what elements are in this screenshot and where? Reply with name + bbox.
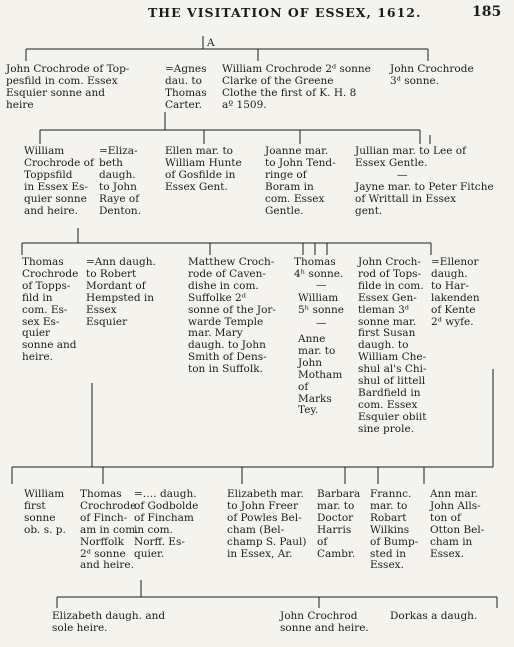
person-ann-allston: Ann mar. John Alls- ton of Otton Bel- cham in Essex. [430, 488, 485, 560]
person-elizabeth-freer: Elizabeth mar. to John Freer of Powles Bel- cham (Bel- champ S. Paul) in Essex, Ar. [227, 488, 307, 560]
person-thomas-4th: Thomas 4ʰ sonne. [294, 256, 344, 280]
spouse-elizabeth-raye: =Eliza- beth daugh. to John Raye of Denton. [99, 145, 142, 217]
person-ellen: Ellen mar. to William Hunte of Gosfilde in Essex Gent. [165, 145, 242, 193]
page-number: 185 [472, 4, 502, 20]
divider-dash: — [316, 279, 327, 291]
running-title: THE VISITATION OF ESSEX, 1612. [148, 5, 422, 20]
person-william-5th: William 5ʰ sonne [298, 292, 345, 316]
person-william-first: William first sonne ob. s. p. [24, 488, 66, 536]
person-john-crochrode-toppesfild: John Crochrode of Top- pesfild in com. Essex Esquier sonne and heire [6, 63, 130, 111]
tree-marker: A [207, 37, 215, 49]
person-william-crochrode-toppsfild: William Crochrode of Toppsfild in Essex Es- quier sonne and heire. [24, 145, 94, 217]
person-matthew-crochrode: Matthew Croch- rode of Caven- dishe in com. Suffolke 2ᵈ sonne of the Jor- warde Temple mar. Mary daugh. to John Smith of Dens- ton in Suffolk. [188, 256, 276, 376]
person-john-crochrod-3rd: John Croch- rod of Tops- filde in com. Essex Gen- tleman 3ᵈ sonne mar. first Susan daugh. to William Che- shul al's Chi- shul of littell Bardfield in com. Essex Esquier obiit sine prole. [358, 256, 427, 435]
person-william-crochrode-2nd: William Crochrode 2ᵈ sonne Clarke of the Greene Clothe the first of K. H. 8 aº 1509. [222, 63, 371, 111]
spouse-godbolde-daughter: =…. daugh. of Godbolde of Fincham in com. Norff. Es- quier. [134, 488, 199, 560]
person-elizabeth-heir: Elizabeth daugh. and sole heire. [52, 610, 166, 634]
person-anne-motham: Anne mar. to John Motham of Marks Tey. [298, 333, 343, 417]
person-jayne: Jayne mar. to Peter Fitche of Writtall in Essex gent. [355, 181, 494, 217]
person-john-crochrode-3rd: John Crochrode 3ᵈ sonne. [390, 63, 474, 87]
person-france-wilkins: Frannc. mar. to Robart Wilkins of Bump- sted in Essex. [370, 488, 419, 572]
person-thomas-crochrode-fincham: Thomas Crochrode of Finch- am in com. Norffolk 2ᵈ sonne and heire. [80, 488, 139, 572]
person-joanne: Joanne mar. to John Tend- ringe of Boram in com. Essex Gentle. [265, 145, 336, 217]
spouse-ellenor: =Ellenor daugh. to Har- lakenden of Kente 2ᵈ wyfe. [431, 256, 480, 328]
person-dorkas: Dorkas a daugh. [390, 610, 478, 622]
spouse-agnes: =Agnes dau. to Thomas Carter. [165, 63, 207, 111]
person-thomas-crochrode: Thomas Crochrode of Topps- fild in com. Es- sex Es- quier sonne and heire. [22, 256, 79, 364]
divider-dash: — [316, 317, 327, 329]
person-jullian: Jullian mar. to Lee of Essex Gentle. [355, 145, 466, 169]
spouse-ann-mordant: =Ann daugh. to Robert Mordant of Hempsted in Essex Esquier [86, 256, 156, 328]
person-john-crochrod-heir: John Crochrod sonne and heire. [280, 610, 369, 634]
person-barbara-harris: Barbara mar. to Doctor Harris of Cambr. [317, 488, 361, 560]
divider-dash: — [397, 169, 408, 181]
